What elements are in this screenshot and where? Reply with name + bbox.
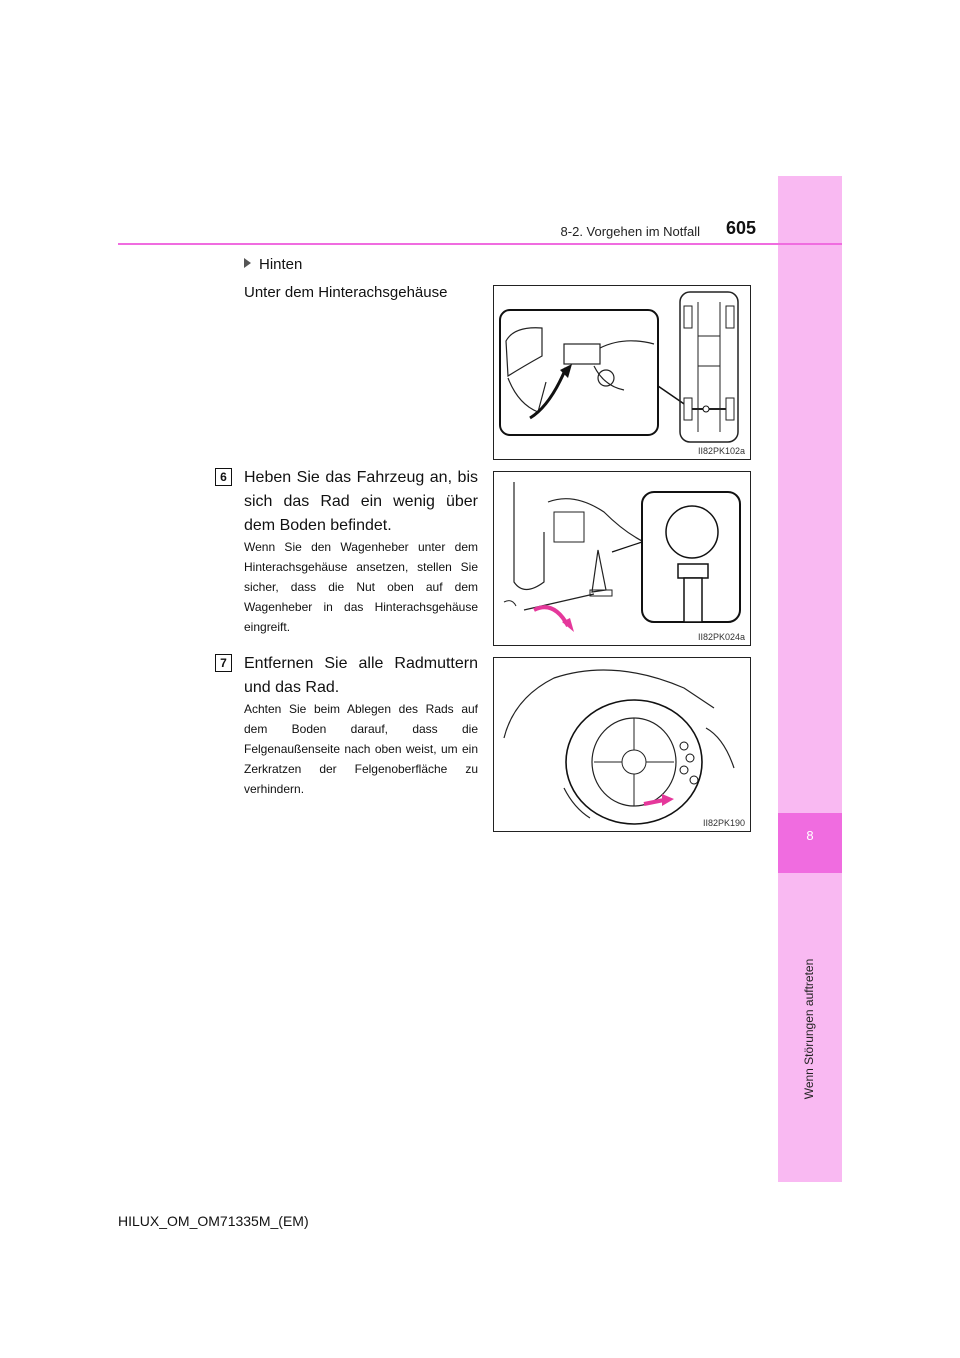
figure-code: II82PK024a (697, 632, 745, 642)
figure-code: II82PK190 (702, 818, 745, 828)
figure-jack-placement (493, 471, 751, 646)
bullet-label: Hinten (259, 256, 303, 273)
figure-rear-axle-position (493, 285, 751, 460)
section-title: 8-2. Vorgehen im Notfall (560, 224, 700, 239)
chapter-number: 8 (806, 828, 814, 843)
wheel-illustration (494, 658, 750, 831)
triangle-bullet-icon (244, 258, 251, 268)
header-divider (118, 243, 842, 245)
chapter-number-block (778, 813, 842, 873)
step6-body: Wenn Sie den Wagenheber unter dem Hinterachsgehäuse ansetzen, stellen Sie sicher, dass die Nut oben auf dem Wagenheber in das Hinterachsgehäuse eingreift. (244, 540, 478, 634)
page-number: 605 (725, 218, 756, 238)
step-number-6: 6 (215, 468, 232, 486)
bullet-subtext: Unter dem Hinterachsgehäuse (244, 284, 448, 301)
document-id: HILUX_OM_OM71335M_(EM) (118, 1213, 309, 1229)
chapter-title-vertical (802, 874, 822, 1184)
step-number-7: 7 (215, 654, 232, 672)
figure-wheel-removal (493, 657, 751, 832)
step7-heading: Entfernen Sie alle Radmuttern und das Rad. (244, 655, 478, 696)
step6-heading: Heben Sie das Fahrzeug an, bis sich das Rad ein wenig über dem Boden befindet. (244, 469, 478, 534)
bullet-item (244, 256, 302, 273)
chapter-title: Wenn Störungen auftreten (802, 958, 816, 1100)
jack-illustration (494, 472, 750, 645)
figure-code: II82PK102a (697, 446, 745, 456)
rear-axle-illustration (494, 286, 750, 459)
step7-body: Achten Sie beim Ablegen des Rads auf dem Boden darauf, dass die Felgenaußenseite nach oben weist, um ein Zerkratzen der Felgenoberfläche zu verhindern. (244, 702, 478, 796)
